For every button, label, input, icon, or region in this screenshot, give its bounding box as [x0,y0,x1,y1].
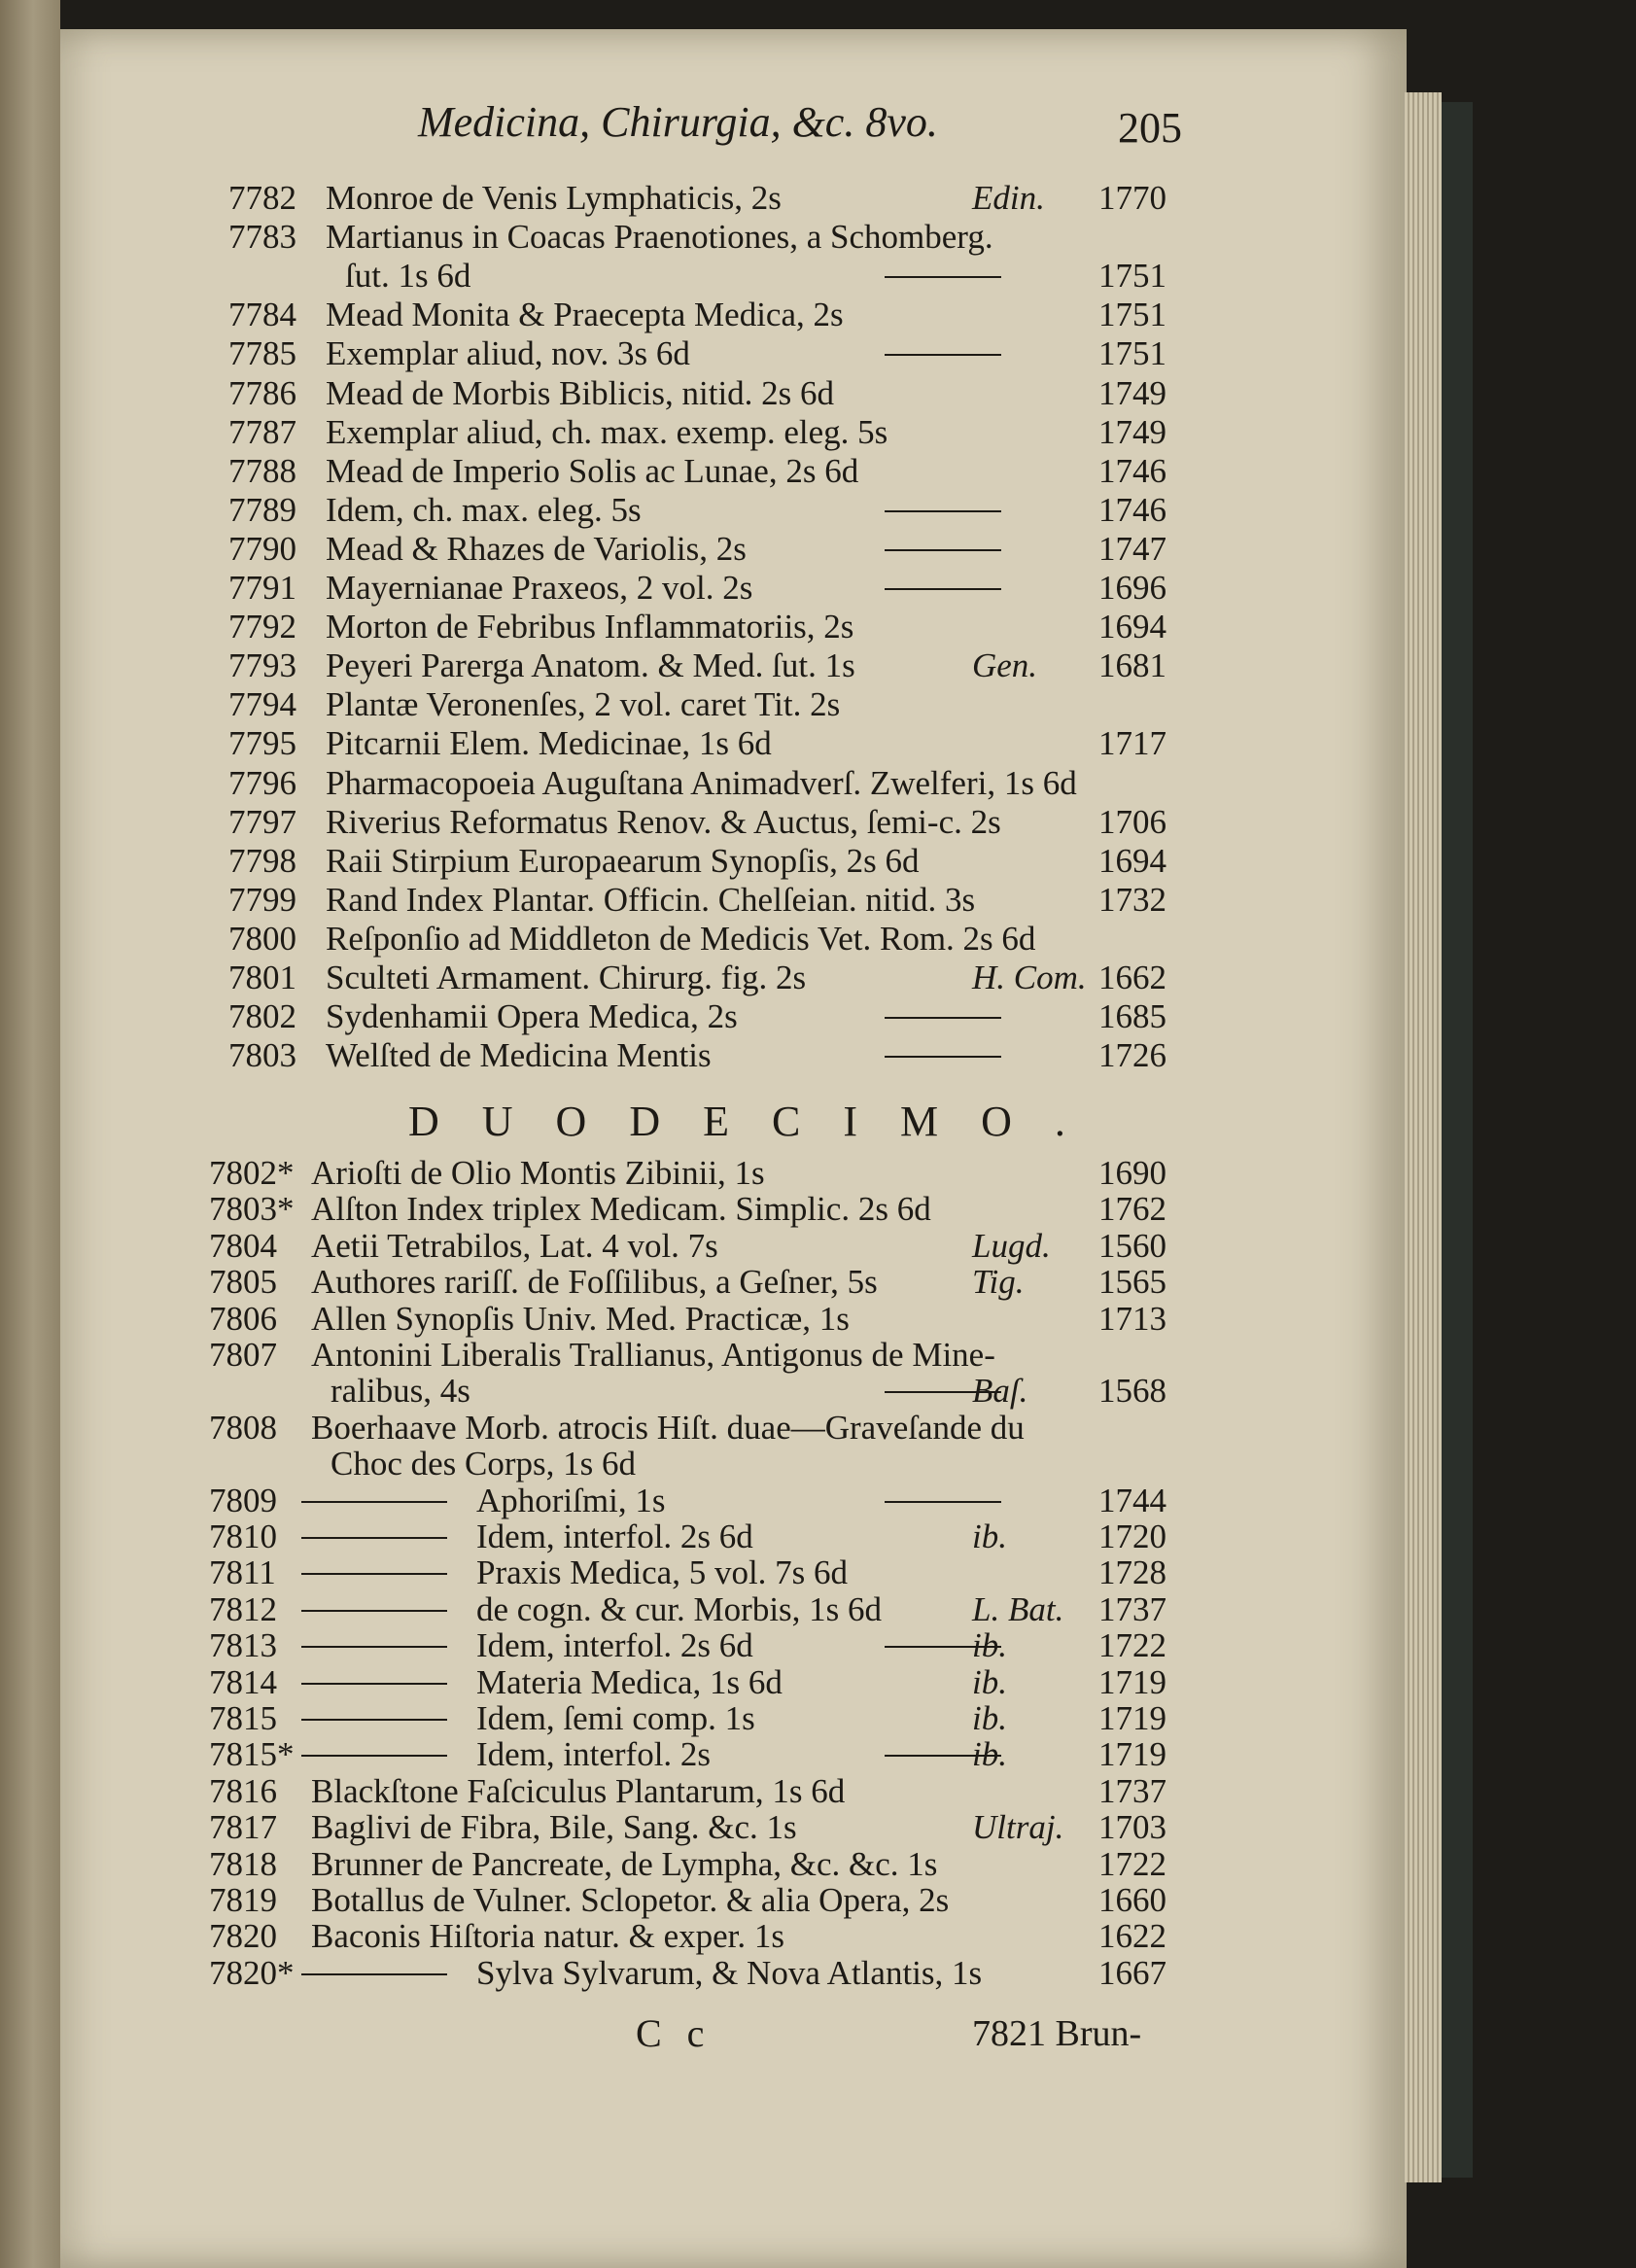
year: 1565 [1098,1263,1166,1302]
entry-title: Mead de Morbis Biblicis, nitid. 2s 6d [326,373,835,412]
year: 1747 [1098,529,1166,568]
ditto-rule [301,1537,447,1539]
entry-title: Antonini Liberalis Trallianus, Antigonus de Mine- [311,1336,995,1374]
catalogue-entry [228,645,1201,687]
entry-title: Baglivi de Fibra, Bile, Sang. &c. 1s [311,1808,797,1847]
place-of-printing: Ultraj. [972,1808,1064,1847]
year: 1622 [1098,1917,1166,1956]
ditto-rule [885,354,1001,356]
ditto-rule [301,1683,447,1685]
entry-title: Baconis Hiſtoria natur. & exper. 1s [311,1917,784,1956]
entry-title: Materia Medica, 1s 6d [476,1662,783,1701]
catalogue-entry [228,762,1201,805]
year: 1703 [1098,1808,1166,1847]
entry-title: Blackſtone Faſciculus Plantarum, 1s 6d [311,1771,846,1810]
entry-title: Mead de Imperio Solis ac Lunae, 2s 6d [326,451,859,490]
entry-title: Exemplar aliud, ch. max. exemp. eleg. 5s [326,412,888,451]
lot-number: 7818 [209,1844,277,1883]
catalogue-entry [228,255,1201,297]
year: 1719 [1098,1662,1166,1701]
year: 1726 [1098,1036,1166,1075]
lot-number: 7794 [228,685,296,724]
lot-number: 7815 [209,1699,277,1737]
catchword: 7821 Brun- [972,2013,1142,2054]
lot-number: 7806 [209,1299,277,1338]
catalogue-entry [228,995,1201,1038]
ditto-rule [301,1973,447,1975]
lot-number: 7802* [209,1154,295,1192]
year: 1744 [1098,1481,1166,1519]
ditto-rule [301,1501,447,1503]
ditto-rule [885,276,1001,278]
catalogue-entry [228,1034,1201,1077]
lot-number: 7800 [228,919,296,958]
entry-title: Rand Index Plantar. Officin. Chelſeian. nitid. 3s [326,880,976,919]
lot-number: 7804 [209,1226,277,1265]
year: 1719 [1098,1699,1166,1737]
year: 1722 [1098,1626,1166,1665]
entry-title: Sylva Sylvarum, & Nova Atlantis, 1s [476,1953,983,1992]
ditto-rule [885,1017,1001,1019]
lot-number: 7820 [209,1917,277,1956]
year: 1770 [1098,179,1166,217]
ditto-rule [885,1056,1001,1058]
year: 1737 [1098,1771,1166,1810]
lot-number: 7817 [209,1808,277,1847]
lot-number: 7810 [209,1518,277,1555]
catalogue-entry [228,372,1201,415]
lot-number: 7805 [209,1263,277,1302]
year: 1560 [1098,1226,1166,1265]
page-number: 205 [1118,104,1182,152]
entry-title: Praxis Medica, 5 vol. 7s 6d [476,1553,849,1592]
ditto-rule [885,588,1001,590]
entry-title: Idem, interfol. 2s 6d [476,1626,753,1665]
entry-title: Riverius Reformatus Renov. & Auctus, ſemi-c. 2s [326,802,1001,841]
year: 1751 [1098,296,1166,334]
year: 1751 [1098,334,1166,373]
year: 1694 [1098,841,1166,880]
lot-number: 7808 [209,1408,277,1447]
entry-title: Botallus de Vulner. Sclopetor. & alia Opera, 2s [311,1881,950,1919]
catalogue-entry [228,332,1201,375]
year: 1667 [1098,1953,1166,1992]
entry-title: Idem, ſemi comp. 1s [476,1699,755,1737]
entry-title: Monroe de Venis Lymphaticis, 2s [326,179,782,217]
entry-title: Pharmacopoeia Auguſtana Animadverſ. Zwelferi, 1s 6d [326,763,1077,802]
year: 1728 [1098,1553,1166,1592]
entry-title: Reſponſio ad Middleton de Medicis Vet. Rom. 2s 6d [326,919,1036,958]
year: 1696 [1098,569,1166,607]
entry-title: Arioſti de Olio Montis Zibinii, 1s [311,1154,765,1192]
lot-number: 7793 [228,646,296,685]
lot-number: 7788 [228,451,296,490]
catalogue-entry [228,489,1201,532]
lot-number: 7792 [228,608,296,646]
entry-title: Allen Synopſis Univ. Med. Practicæ, 1s [311,1299,850,1338]
entry-title: Morton de Febribus Inflammatoriis, 2s [326,608,854,646]
year: 1737 [1098,1589,1166,1628]
lot-number: 7807 [209,1336,277,1374]
lot-number: 7815* [209,1735,295,1774]
year: 1660 [1098,1881,1166,1919]
year: 1662 [1098,959,1166,996]
entry-title: Plantæ Veronenſes, 2 vol. caret Tit. 2s [326,685,841,724]
catalogue-entry [228,722,1201,765]
entry-title: Mead Monita & Praecepta Medica, 2s [326,296,844,334]
entry-title: ſut. 1s 6d [345,257,471,296]
catalogue-entry [228,879,1201,922]
lot-number: 7797 [228,802,296,841]
catalogue-entry [228,683,1201,726]
entry-title: ralibus, 4s [331,1372,470,1411]
year: 1706 [1098,802,1166,841]
entry-title: Welſted de Medicina Mentis [326,1036,712,1075]
lot-number: 7782 [228,179,296,217]
year: 1749 [1098,373,1166,412]
catalogue-entry [228,957,1201,999]
entry-title: Alſton Index triplex Medicam. Simplic. 2s 6d [311,1190,931,1229]
year: 1713 [1098,1299,1166,1338]
lot-number: 7795 [228,724,296,763]
year: 1685 [1098,997,1166,1036]
lot-number: 7814 [209,1662,277,1701]
lot-number: 7811 [209,1553,276,1592]
place-of-printing: ib. [972,1735,1007,1774]
year: 1746 [1098,490,1166,529]
entry-title: Idem, interfol. 2s [476,1735,712,1774]
entry-title: Authores rariſſ. de Foſſilibus, a Geſner, 5s [311,1263,878,1302]
year: 1681 [1098,646,1166,685]
year: 1751 [1098,257,1166,296]
place-of-printing: ib. [972,1662,1007,1701]
place-of-printing: H. Com. [972,959,1087,996]
ditto-rule [301,1755,447,1757]
catalogue-entry [228,177,1201,220]
catalogue-entry [228,801,1201,844]
lot-number: 7812 [209,1589,277,1628]
lot-number: 7791 [228,569,296,607]
lot-number: 7799 [228,880,296,919]
year: 1746 [1098,451,1166,490]
entry-title: Exemplar aliud, nov. 3s 6d [326,334,690,373]
catalogue-entry [228,528,1201,571]
place-of-printing: Lugd. [972,1226,1051,1265]
entry-title: Mead & Rhazes de Variolis, 2s [326,529,747,568]
signature-mark: C c [636,2011,713,2055]
section-heading: DUODECIMO. [408,1098,1108,1145]
entry-title: Raii Stirpium Europaearum Synopſis, 2s 6d [326,841,920,880]
entry-title: Pitcarnii Elem. Medicinae, 1s 6d [326,724,772,763]
lot-number: 7820* [209,1953,295,1992]
place-of-printing: ib. [972,1626,1007,1665]
entry-title: Brunner de Pancreate, de Lympha, &c. &c. 1s [311,1844,938,1883]
lot-number: 7787 [228,412,296,451]
entry-title: Peyeri Parerga Anatom. & Med. ſut. 1s [326,646,855,685]
lot-number: 7785 [228,334,296,373]
lot-number: 7802 [228,997,296,1036]
catalogue-entry [209,1952,1181,1995]
lot-number: 7783 [228,218,296,257]
entry-title: Sculteti Armament. Chirurg. fig. 2s [326,959,807,996]
ditto-rule [885,1501,1001,1503]
year: 1762 [1098,1190,1166,1229]
entry-title: Martianus in Coacas Praenotiones, a Schomberg. [326,218,993,257]
entry-title: de cogn. & cur. Morbis, 1s 6d [476,1589,883,1628]
lot-number: 7798 [228,841,296,880]
catalogue-entry [228,606,1201,648]
ditto-rule [301,1719,447,1721]
lot-number: 7789 [228,490,296,529]
catalogue-entry [228,294,1201,336]
lot-number: 7803* [209,1190,295,1229]
lot-number: 7813 [209,1626,277,1665]
lot-number: 7801 [228,959,296,996]
catalogue-entry [228,918,1201,960]
catalogue-entry [228,450,1201,493]
running-title: Medicina, Chirurgia, &c. 8vo. [418,98,938,146]
entry-title: Choc des Corps, 1s 6d [331,1445,637,1483]
year: 1722 [1098,1844,1166,1883]
place-of-printing: ib. [972,1518,1007,1555]
entry-title: Sydenhamii Opera Medica, 2s [326,997,738,1036]
year: 1568 [1098,1372,1166,1411]
year: 1732 [1098,880,1166,919]
lot-number: 7796 [228,763,296,802]
year: 1720 [1098,1518,1166,1555]
lot-number: 7803 [228,1036,296,1075]
entry-title: Idem, interfol. 2s 6d [476,1518,753,1555]
lot-number: 7816 [209,1771,277,1810]
place-of-printing: Gen. [972,646,1038,685]
lot-number: 7784 [228,296,296,334]
catalogue-entry [228,216,1201,259]
ditto-rule [301,1610,447,1612]
year: 1717 [1098,724,1166,763]
entry-title: Idem, ch. max. eleg. 5s [326,490,642,529]
year: 1749 [1098,412,1166,451]
lot-number: 7786 [228,373,296,412]
entry-title: Boerhaave Morb. atrocis Hiſt. duae—Graveſande du [311,1408,1025,1447]
year: 1690 [1098,1154,1166,1192]
place-of-printing: Tig. [972,1263,1025,1302]
year: 1719 [1098,1735,1166,1774]
place-of-printing: ib. [972,1699,1007,1737]
entry-title: Aphoriſmi, 1s [476,1481,666,1519]
year: 1694 [1098,608,1166,646]
place-of-printing: L. Bat. [972,1589,1064,1628]
lot-number: 7809 [209,1481,277,1519]
catalogue-entry [228,840,1201,883]
lot-number: 7790 [228,529,296,568]
entry-title: Mayernianae Praxeos, 2 vol. 2s [326,569,753,607]
ditto-rule [885,510,1001,512]
ditto-rule [301,1646,447,1648]
ditto-rule [301,1573,447,1575]
ditto-rule [885,549,1001,551]
catalogue-entry [228,411,1201,454]
place-of-printing: Edin. [972,179,1045,217]
lot-number: 7819 [209,1881,277,1919]
entry-title: Aetii Tetrabilos, Lat. 4 vol. 7s [311,1226,718,1265]
place-of-printing: Baſ. [972,1372,1028,1411]
catalogue-entry [228,567,1201,610]
